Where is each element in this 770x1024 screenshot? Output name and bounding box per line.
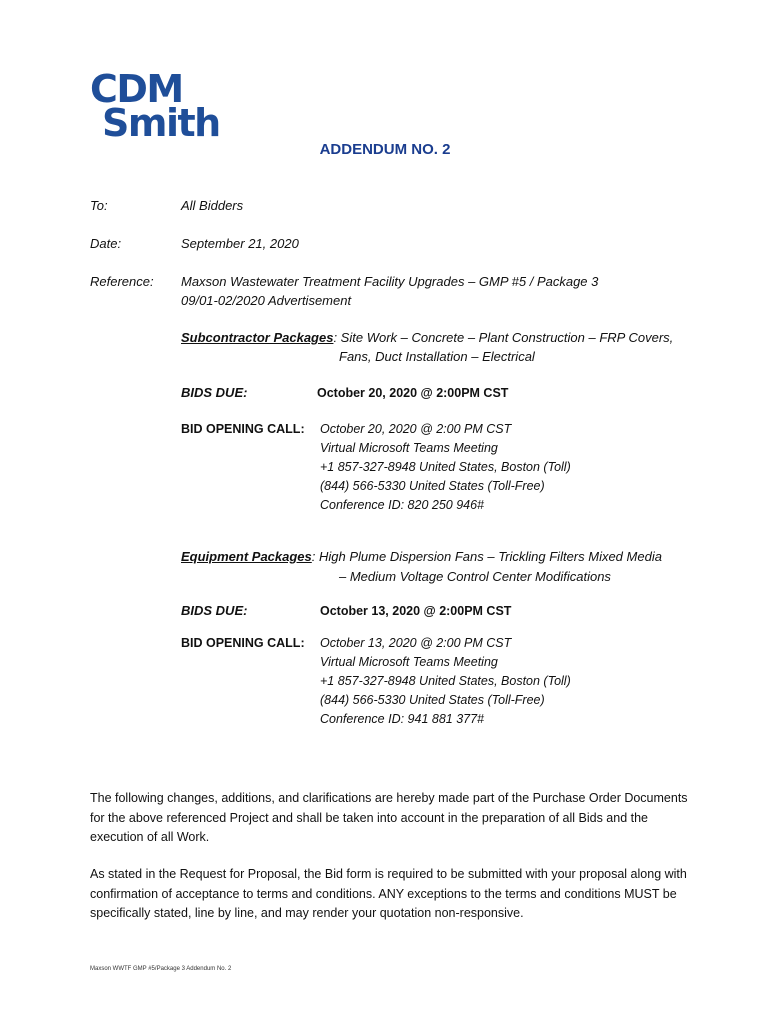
cdm-smith-logo — [90, 67, 242, 145]
subcontractor-desc-1: : Site Work – Concrete – Plant Construction – FRP Covers, — [333, 330, 674, 345]
body-paragraph-1: The following changes, additions, and clarifications are hereby made part of the Purchase Order Documents for the above referenced Project and shall be taken into account in the preparation of all Bids and the execution of all Work. — [90, 791, 688, 844]
equipment-heading: Equipment Packages — [181, 549, 312, 564]
subcontractor-packages — [181, 328, 673, 347]
sub-opening-line-4: (844) 566-5330 United States (Toll-Free) — [320, 479, 545, 493]
document-title: ADDENDUM NO. 2 — [319, 141, 451, 158]
equip-opening-line-4: (844) 566-5330 United States (Toll-Free) — [320, 693, 545, 707]
equip-bids-due-label: BIDS DUE: — [181, 603, 248, 618]
to-value: All Bidders — [181, 198, 244, 213]
equip-bids-due-value: October 13, 2020 @ 2:00PM CST — [320, 604, 512, 618]
equipment-desc-2: – Medium Voltage Control Center Modifications — [339, 569, 611, 584]
subcontractor-heading: Subcontractor Packages — [181, 330, 334, 345]
equip-opening-label: BID OPENING CALL: — [181, 636, 305, 650]
date-value: September 21, 2020 — [181, 236, 299, 251]
reference-line-2: 09/01-02/2020 Advertisement — [181, 293, 352, 308]
sub-opening-line-1: October 20, 2020 @ 2:00 PM CST — [320, 422, 512, 436]
sub-opening-label: BID OPENING CALL: — [181, 422, 305, 436]
reference-line-1: Maxson Wastewater Treatment Facility Upgrades – GMP #5 / Package 3 — [181, 274, 599, 289]
sub-opening-line-3: +1 857-327-8948 United States, Boston (Toll) — [320, 460, 571, 474]
sub-bids-due-value: October 20, 2020 @ 2:00PM CST — [317, 386, 509, 400]
sub-opening-line-5: Conference ID: 820 250 946# — [320, 498, 485, 512]
body-paragraph-2: As stated in the Request for Proposal, the Bid form is required to be submitted with your proposal along with confirmation of acceptance to terms and conditions. ANY exceptions to the terms and conditions MUST be specifically stated, line by line, and may render your quotation non-responsive. — [90, 867, 687, 920]
equip-opening-line-2: Virtual Microsoft Teams Meeting — [320, 655, 498, 669]
equip-opening-line-3: +1 857-327-8948 United States, Boston (Toll) — [320, 674, 571, 688]
subcontractor-desc-2: Fans, Duct Installation – Electrical — [339, 349, 535, 364]
equipment-packages — [181, 547, 662, 566]
equip-opening-line-5: Conference ID: 941 881 377# — [320, 712, 485, 726]
logo-line-1: CDM — [90, 67, 183, 111]
sub-opening-line-2: Virtual Microsoft Teams Meeting — [320, 441, 498, 455]
equipment-desc-1: : High Plume Dispersion Fans – Trickling Filters Mixed Media — [311, 549, 662, 564]
equip-opening-line-1: October 13, 2020 @ 2:00 PM CST — [320, 636, 512, 650]
sub-bids-due-label: BIDS DUE: — [181, 385, 248, 400]
reference-label: Reference: — [90, 274, 154, 289]
to-label: To: — [90, 198, 108, 213]
logo-line-2: Smith — [102, 101, 220, 145]
date-label: Date: — [90, 236, 122, 251]
page-footer: Maxson WWTF GMP #5/Package 3 Addendum No. 2 — [90, 966, 232, 972]
